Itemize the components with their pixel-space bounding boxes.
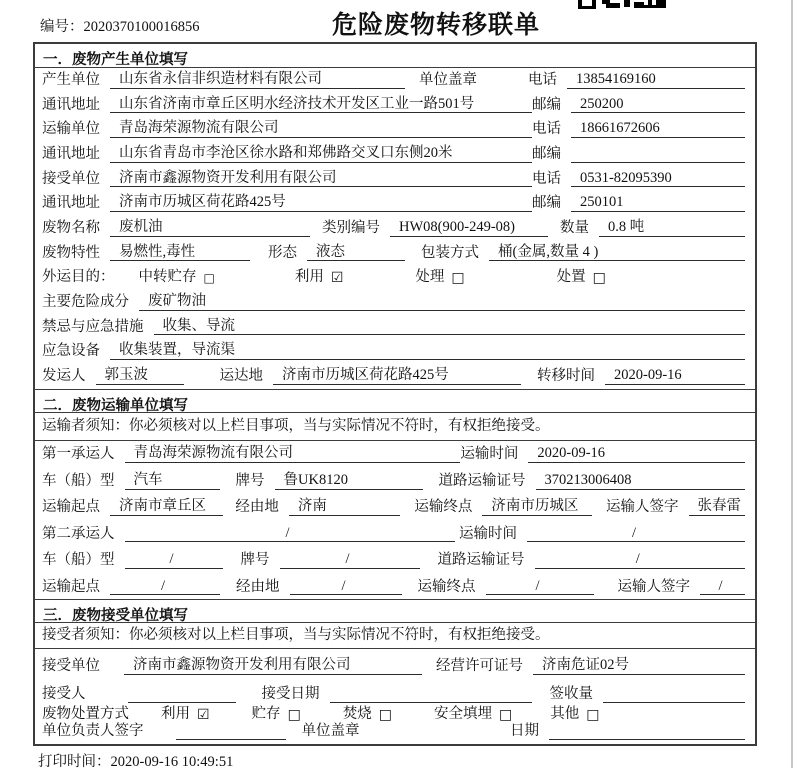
transfer-purpose-label: 外运目的： [42, 269, 115, 286]
main-hazard-row [35, 290, 755, 315]
disposal-checkbox [557, 269, 606, 286]
waste-property-value: 易燃性,毒性 [110, 244, 250, 262]
unit-seal-label: 单位盖章 [301, 723, 360, 740]
form-state-value: 液态 [307, 244, 405, 262]
receiver-person-label: 接受人 [42, 686, 86, 703]
transporter-address-value: 山东省青岛市李沧区徐水路和郑佛路交叉口东侧20米 [110, 145, 532, 163]
second-carrier-label: 第二承运人 [42, 525, 115, 542]
producer-unit-label: 产生单位 [42, 72, 100, 88]
vehicle-type-value: 汽车 [125, 472, 220, 490]
waste-property-row [35, 241, 755, 266]
first-carrier-row [35, 441, 755, 467]
manifest-form [33, 42, 757, 746]
receive-date-value [330, 702, 532, 703]
date-value [549, 739, 745, 740]
receiver-phone-value: 0531-82095390 [571, 170, 745, 188]
category-code-value: HW08(900-249-08) [390, 219, 548, 237]
road-permit-value: 370213006408 [536, 472, 746, 490]
transit-storage-checkbox [139, 269, 215, 286]
receiver-address-row [35, 191, 755, 216]
section1-heading: 一．废物产生单位填写 [35, 44, 755, 68]
print-time-label: 打印时间： [38, 754, 111, 770]
other-checkbox [550, 706, 599, 723]
first-carrier-label: 第一承运人 [42, 446, 115, 463]
category-code-label: 类别编号 [322, 220, 380, 237]
address-label: 通讯地址 [42, 146, 100, 163]
terminus-value: 济南市历城区 [482, 498, 592, 516]
incineration-label: 焚烧 [342, 706, 372, 723]
waste-name-row [35, 216, 755, 241]
landfill-label: 安全填埋 [434, 706, 493, 723]
print-time-value: 2020-09-16 10:49:51 [110, 754, 234, 770]
serial-label: 编号： [40, 19, 84, 35]
reuse-label: 利用 [161, 706, 190, 723]
receiver-person-value [128, 702, 236, 703]
license-number-value: 济南危证02号 [533, 657, 745, 675]
route-row [35, 494, 755, 520]
receiver-notice-row [35, 623, 755, 649]
quantity-label: 数量 [560, 220, 589, 237]
transfer-date-value: 2020-09-16 [605, 367, 745, 385]
second-carrier-value: / [125, 525, 455, 543]
address-label: 通讯地址 [42, 195, 100, 212]
vehicle2-row [35, 546, 755, 572]
postal-label: 邮编 [531, 195, 561, 212]
serial-number [40, 15, 200, 36]
producer-unit-value: 山东省永信非织造材料有限公司 [110, 71, 405, 89]
qr-code-fragment [578, 0, 666, 10]
postal-label: 邮编 [531, 96, 561, 113]
terminus-label: 运输终点 [417, 578, 476, 595]
carrier-signature-label: 运输人签字 [606, 499, 679, 516]
origin-label: 运输起点 [42, 578, 100, 595]
disposal-label: 处置 [556, 269, 586, 286]
license-number-label: 经营许可证号 [436, 658, 523, 675]
via-value: 济南 [289, 498, 401, 516]
destination-value: 济南市历城区荷花路425号 [273, 367, 521, 385]
contraindication-value: 收集、导流 [154, 318, 746, 336]
packaging-value: 桶(金属,数量 4 ) [489, 244, 745, 262]
sender-value: 郭玉波 [96, 367, 184, 385]
responsible-signature-label: 单位负责人签字 [42, 723, 144, 740]
route2-row [35, 573, 755, 599]
producer-postal-value: 250200 [571, 96, 745, 114]
waste-name-value: 废机油 [110, 219, 310, 237]
via-label: 经由地 [235, 499, 279, 516]
section3-heading: 三．废物接受单位填写 [35, 599, 755, 623]
checkbox-checked-icon: ☑ [197, 706, 210, 723]
reuse-checkbox [161, 706, 210, 723]
window-edge-divider [791, 0, 793, 768]
vehicle-row [35, 467, 755, 493]
responsible-signature-value [176, 739, 286, 740]
quantity-value: 0.8 吨 [599, 219, 745, 237]
contraindication-label: 禁忌与应急措施 [42, 318, 144, 335]
second-carrier-row [35, 520, 755, 546]
transporter-unit-label: 运输单位 [42, 121, 100, 138]
main-hazard-label: 主要危险成分 [42, 294, 129, 311]
serial-value: 2020370100016856 [83, 19, 200, 35]
road-permit-label: 道路运输证号 [438, 472, 526, 489]
checkbox-unchecked-icon: □ [378, 706, 393, 723]
vehicle-type-label: 车（船）型 [42, 552, 115, 569]
treatment-label: 处理 [415, 269, 445, 286]
road-permit2-value: / [535, 551, 746, 569]
incineration-checkbox [343, 706, 392, 723]
road-permit-label: 道路运输证号 [437, 552, 525, 569]
checkbox-unchecked-icon: □ [499, 706, 513, 723]
reuse-label: 利用 [294, 269, 324, 286]
vehicle-type-label: 车（船）型 [42, 472, 115, 489]
receiver-person-row [35, 679, 755, 707]
transporter-notice: 运输者须知：你必须核对以上栏目事项，当与实际情况不符时，有权拒绝接受。 [42, 417, 550, 434]
receiving-unit-value: 济南市鑫源物资开发利用有限公司 [124, 657, 422, 675]
origin-label: 运输起点 [42, 499, 100, 516]
transit-storage-label: 中转贮存 [138, 269, 197, 286]
received-quantity-value [603, 702, 745, 703]
terminus2-value: / [486, 578, 594, 596]
transporter-address-row [35, 142, 755, 167]
checkbox-checked-icon: ☑ [330, 269, 344, 286]
origin-value: 济南市章丘区 [110, 498, 223, 516]
storage-checkbox [252, 706, 301, 723]
receiving-unit-label: 接受单位 [42, 658, 100, 675]
via-label: 经由地 [236, 578, 280, 595]
plate-number-label: 牌号 [240, 552, 270, 569]
transport-date-label: 运输时间 [459, 525, 517, 542]
packaging-label: 包装方式 [421, 244, 479, 261]
transporter-unit-value: 青岛海荣源物流有限公司 [110, 120, 532, 138]
plate-number-label: 牌号 [235, 472, 265, 489]
receiver-address-value: 济南市历城区荷花路425号 [110, 194, 532, 212]
emergency-equipment-value: 收集装置，导流渠 [110, 342, 745, 360]
page-header [0, 0, 796, 42]
plate-number-value: 鲁UK8120 [275, 472, 423, 490]
phone-label: 电话 [531, 170, 561, 187]
transport-date2-value: / [527, 525, 745, 543]
form-state-label: 形态 [268, 244, 297, 261]
producer-address-value: 山东省济南市章丘区明水经济技术开发区工业一路501号 [110, 96, 532, 114]
main-hazard-value: 废矿物油 [139, 293, 745, 311]
producer-phone-value: 13854169160 [567, 71, 745, 89]
phone-label: 电话 [531, 121, 561, 138]
transporter-phone-value: 18661672606 [571, 120, 745, 138]
receiver-notice: 接受者须知：你必须核对以上栏目事项，当与实际情况不符时，有权拒绝接受。 [42, 627, 550, 644]
transporter-unit-row [35, 117, 755, 142]
transfer-date-label: 转移时间 [537, 368, 595, 385]
date-label: 日期 [510, 723, 539, 740]
carrier-signature-value: 张春雷 [689, 498, 746, 516]
destination-label: 运达地 [219, 368, 263, 385]
carrier-signature-label: 运输人签字 [617, 578, 690, 595]
postal-label: 邮编 [531, 146, 561, 163]
transporter-postal-value [571, 162, 745, 163]
sender-label: 发运人 [42, 368, 86, 385]
producer-address-row [35, 93, 755, 118]
transport-date-value: 2020-09-16 [528, 445, 745, 463]
receive-date-label: 接受日期 [261, 686, 320, 703]
producer-unit-row [35, 68, 755, 93]
receiver-postal-value: 250101 [571, 194, 745, 212]
origin2-value: / [110, 578, 220, 596]
transfer-purpose-row [35, 265, 755, 290]
terminus-label: 运输终点 [414, 499, 473, 516]
checkbox-unchecked-icon: □ [287, 706, 301, 723]
contraindication-row [35, 315, 755, 340]
checkbox-unchecked-icon: □ [451, 269, 465, 286]
carrier-signature2-value: / [700, 578, 745, 596]
disposal-method-label: 废物处置方式 [42, 706, 129, 723]
received-quantity-label: 签收量 [549, 686, 593, 703]
via2-value: / [290, 578, 402, 596]
address-label: 通讯地址 [42, 96, 100, 113]
waste-property-label: 废物特性 [42, 244, 100, 261]
receiver-unit-value: 济南市鑫源物资开发利用有限公司 [110, 170, 532, 188]
document-title: 危险废物转移联单 [332, 12, 541, 39]
checkbox-unchecked-icon: □ [203, 270, 215, 285]
transport-date-label: 运输时间 [460, 446, 519, 463]
storage-label: 贮存 [251, 706, 281, 723]
treatment-checkbox [415, 269, 464, 286]
checkbox-unchecked-icon: □ [586, 706, 600, 723]
unit-seal-label: 单位盖章 [419, 72, 477, 88]
first-carrier-value: 青岛海荣源物流有限公司 [125, 445, 461, 463]
emergency-equipment-label: 应急设备 [42, 343, 100, 360]
checkbox-unchecked-icon: □ [592, 269, 606, 286]
receiver-unit-row [35, 167, 755, 192]
plate-number2-value: / [280, 551, 420, 569]
other-label: 其他 [550, 706, 580, 723]
receiver-unit-label: 接受单位 [42, 170, 100, 187]
transporter-notice-row [35, 413, 755, 441]
vehicle-type2-value: / [125, 551, 223, 569]
section2-heading: 二．废物运输单位填写 [35, 389, 755, 413]
phone-label: 电话 [528, 72, 557, 88]
responsible-signature-row [35, 723, 755, 744]
receiving-unit-row [35, 649, 755, 679]
emergency-equipment-row [35, 339, 755, 364]
landfill-checkbox [434, 706, 512, 723]
reuse-checkbox [295, 269, 344, 286]
waste-name-label: 废物名称 [42, 220, 100, 237]
sender-row [35, 364, 755, 389]
